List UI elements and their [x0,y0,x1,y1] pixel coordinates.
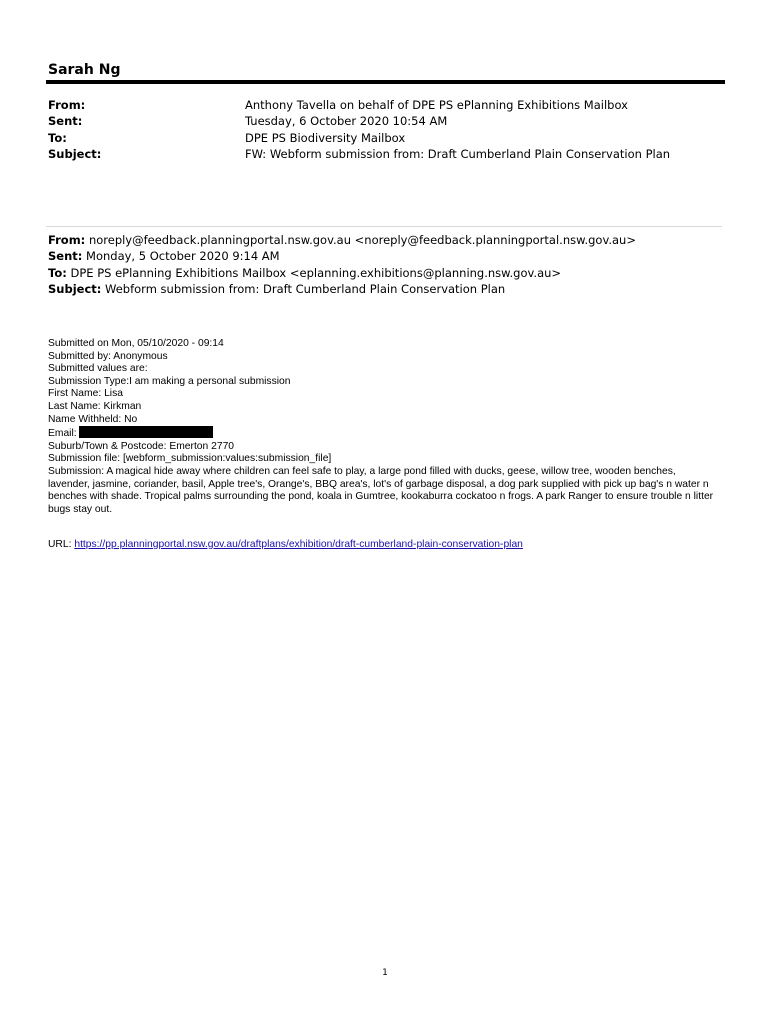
header-subject-value: FW: Webform submission from: Draft Cumberland Plain Conservation Plan [245,146,671,161]
header-to-value: DPE PS Biodiversity Mailbox [245,130,406,145]
submitted-on-line: Submitted on Mon, 05/10/2020 - 09:14 [48,338,224,349]
forwarded-from-row [48,232,728,248]
email-redaction-block [79,426,213,438]
email-label: Email: [48,428,77,440]
forwarded-from-label: From: [48,233,86,247]
forwarded-from-value: noreply@feedback.planningportal.nsw.gov.au <noreply@feedback.planningportal.nsw.gov.au> [88,233,636,247]
header-to-row [48,130,728,146]
mailbox-owner-name: Sarah Ng [48,62,121,78]
header-from-label: From: [48,98,86,112]
owner-divider [46,80,725,84]
forwarded-sent-label: Sent: [48,249,83,264]
submission-type-line: Submission Type:I am making a personal submission [48,375,291,387]
first-name-line: First Name: Lisa [48,388,123,400]
forwarded-subject-value: Webform submission from: Draft Cumberland Plain Conservation Plan [105,281,506,296]
header-to-label: To: [48,130,67,145]
submission-file-line: Submission file: [webform_submission:values:submission_file] [48,453,332,465]
forwarded-to-value: DPE PS ePlanning Exhibitions Mailbox <eplanning.exhibitions@planning.nsw.gov.au> [70,265,562,280]
forwarded-subject-row [48,281,728,297]
email-line [48,426,720,441]
suburb-line: Suburb/Town & Postcode: Emerton 2770 [48,440,235,452]
forwarded-subject-label: Subject: [48,281,102,296]
forwarded-header [48,232,728,297]
submitted-values-line: Submitted values are: [48,363,148,375]
last-name-line: Last Name: Kirkman [48,400,142,412]
submission-text: Submission: A magical hide away where children can feel safe to play, a large pond filled with ducks, geese, willow tree, wooden benches, lavender, jasmine, coriander, basil, Apple tree's, Orange's, BBQ area's, lot's of garbage disposal, a dog park supplied with pick up bag's n water n benches with shade. Tropical palms surrounding the pond, koala in Gumtree, kookaburra cockatoo n frogs. A park Ranger to ensure trouble n litter bugs stay out. [48,465,714,515]
email-header [48,97,728,162]
forwarded-to-row [48,265,728,281]
page-number: 1 [382,968,388,978]
forwarded-divider [46,226,722,227]
forwarded-sent-value: Monday, 5 October 2020 9:14 AM [86,249,280,264]
header-sent-row [48,113,728,129]
forwarded-to-label: To: [48,265,67,280]
header-subject-row [48,146,728,162]
submitted-by-line: Submitted by: Anonymous [48,350,168,362]
submission-body [48,338,720,516]
header-sent-value: Tuesday, 6 October 2020 10:54 AM [245,114,448,129]
header-from-row [48,97,728,113]
name-withheld-line: Name Withheld: No [48,413,138,425]
header-subject-label: Subject: [48,146,102,161]
url-label: URL: [48,539,72,550]
url-line [48,539,523,552]
header-from-value: Anthony Tavella on behalf of DPE PS ePlanning Exhibitions Mailbox [245,98,628,112]
url-link[interactable]: https://pp.planningportal.nsw.gov.au/draftplans/exhibition/draft-cumberland-plain-conservation-plan [74,539,523,550]
forwarded-sent-row [48,248,728,264]
header-sent-label: Sent: [48,114,83,129]
